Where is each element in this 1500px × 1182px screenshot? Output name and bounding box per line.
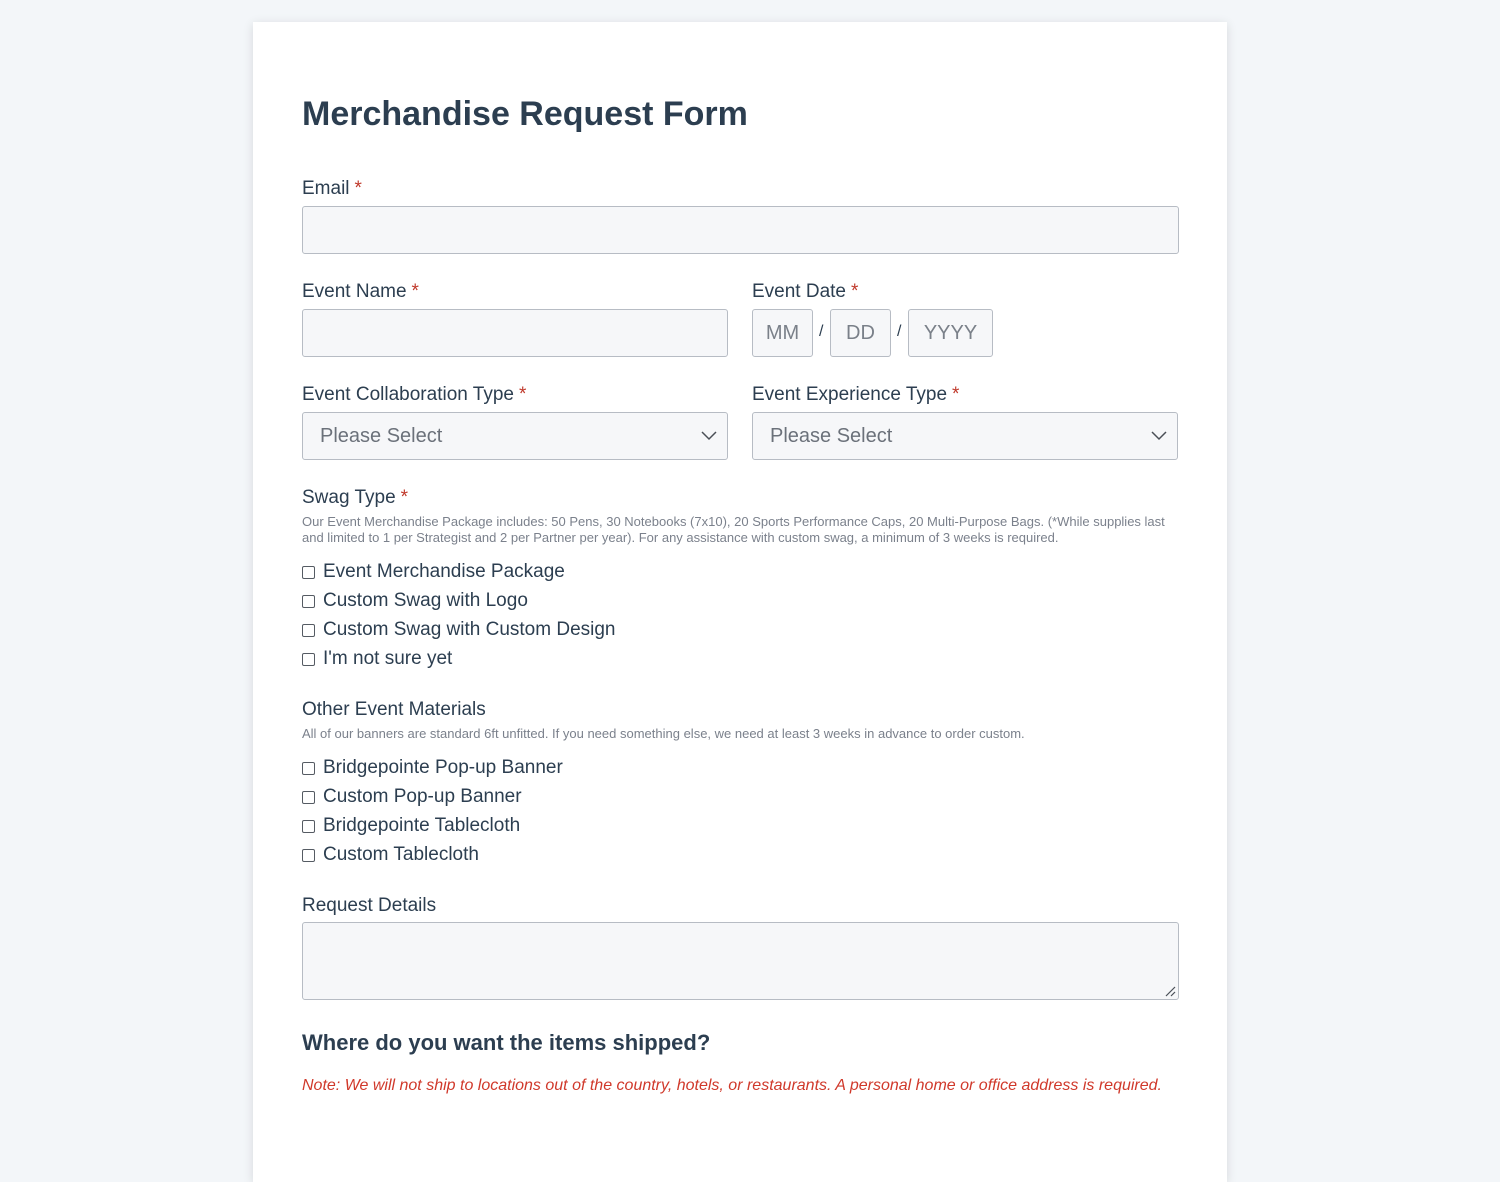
required-marker: * (354, 178, 362, 199)
collaboration-type-label-text: Event Collaboration Type (302, 384, 514, 405)
event-date-label-text: Event Date (752, 281, 846, 302)
date-separator: / (897, 323, 902, 340)
swag-type-description: Our Event Merchandise Package includes: 50 Pens, 30 Notebooks (7x10), 20 Sports Performance Caps, 20 Multi-Purpose Bags. (*While supplies last and limited to 1 per Strategist and 2 per Partner per year). For any assistance with custom swag, a minimum of 3 weeks is required. (302, 514, 1165, 545)
checkbox[interactable] (302, 595, 315, 608)
experience-type-select[interactable] (752, 412, 1178, 460)
experience-type-value: Please Select (770, 424, 893, 447)
checkbox[interactable] (302, 820, 315, 833)
chevron-down-icon (1151, 427, 1167, 443)
resize-handle-icon[interactable] (1164, 985, 1176, 997)
swag-option-custom-swag-design[interactable] (302, 618, 616, 642)
checkbox-label: Bridgepointe Tablecloth (323, 815, 521, 836)
checkbox[interactable] (302, 849, 315, 862)
material-option-custom-tablecloth[interactable] (302, 843, 479, 867)
required-marker: * (411, 281, 419, 302)
swag-type-label (302, 487, 408, 509)
form-card (253, 22, 1227, 1182)
swag-type-label-text: Swag Type (302, 487, 396, 508)
checkbox[interactable] (302, 566, 315, 579)
required-marker: * (952, 384, 960, 405)
checkbox-label: I'm not sure yet (323, 648, 453, 669)
checkbox-label: Bridgepointe Pop-up Banner (323, 757, 563, 778)
event-name-label (302, 281, 419, 303)
required-marker: * (851, 281, 859, 302)
email-label (302, 178, 362, 200)
checkbox-label: Event Merchandise Package (323, 561, 565, 582)
other-materials-description: All of our banners are standard 6ft unfitted. If you need something else, we need at least 3 weeks in advance to order custom. (302, 726, 1025, 741)
checkbox[interactable] (302, 653, 315, 666)
checkbox[interactable] (302, 762, 315, 775)
date-separator: / (819, 323, 824, 340)
email-input[interactable] (302, 206, 1179, 254)
event-date-label (752, 281, 858, 303)
month-placeholder: MM (765, 321, 800, 344)
collaboration-type-label (302, 384, 526, 406)
shipping-note: Note: We will not ship to locations out of the country, hotels, or restaurants. A personal home or office address is required. (302, 1077, 1162, 1094)
event-date-month-input[interactable] (752, 309, 813, 357)
checkbox[interactable] (302, 791, 315, 804)
material-option-tablecloth[interactable] (302, 814, 520, 838)
experience-type-label-text: Event Experience Type (752, 384, 948, 405)
email-label-text: Email (302, 178, 350, 199)
checkbox-label: Custom Tablecloth (323, 844, 479, 865)
required-marker: * (400, 487, 409, 508)
year-placeholder: YYYY (923, 321, 978, 344)
event-date-day-input[interactable] (830, 309, 891, 357)
swag-option-event-merchandise-package[interactable] (302, 560, 565, 584)
event-name-input[interactable] (302, 309, 728, 357)
event-name-label-text: Event Name (302, 281, 407, 302)
material-option-custom-pop-up-banner[interactable] (302, 785, 522, 809)
form-title: Merchandise Request Form (302, 95, 748, 133)
checkbox-label: Custom Pop-up Banner (323, 786, 522, 807)
request-details-label: Request Details (302, 895, 437, 916)
chevron-down-icon (701, 427, 717, 443)
request-details-textarea[interactable] (302, 922, 1179, 1000)
checkbox-label: Custom Swag with Custom Design (323, 619, 616, 640)
collaboration-type-value: Please Select (320, 424, 443, 447)
other-materials-label: Other Event Materials (302, 699, 486, 720)
checkbox-label: Custom Swag with Logo (323, 590, 528, 611)
event-date-year-input[interactable] (908, 309, 993, 357)
swag-option-not-sure[interactable] (302, 647, 452, 671)
day-placeholder: DD (846, 321, 875, 344)
required-marker: * (518, 384, 527, 405)
shipping-heading: Where do you want the items shipped? (302, 1030, 711, 1055)
experience-type-label (752, 384, 959, 406)
checkbox[interactable] (302, 624, 315, 637)
collaboration-type-select[interactable] (302, 412, 728, 460)
swag-option-custom-swag-logo[interactable] (302, 589, 528, 613)
material-option-pop-up-banner[interactable] (302, 756, 563, 780)
